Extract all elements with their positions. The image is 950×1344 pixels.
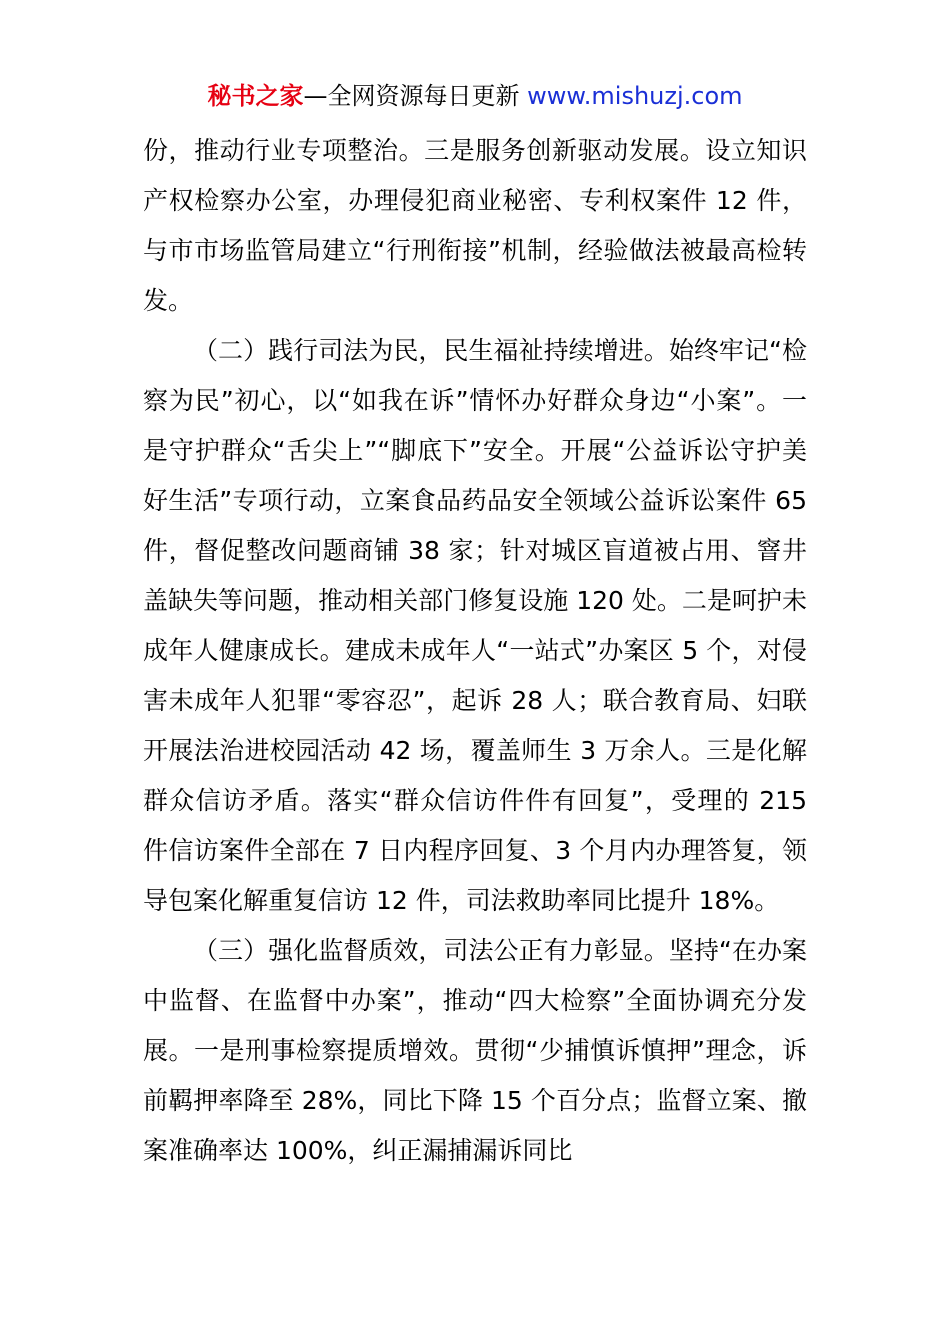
paragraph-section-three: （三）强化监督质效，司法公正有力彰显。坚持“在办案中监督、在监督中办案”，推动“四大检察”全面协调充分发展。一是刑事检察提质增效。贯彻“少捕慎诉慎押”理念，诉前羁押率降至 28%，同比下降 15 个百分点；监督立案、撤案准确率达 100%，纠正漏捕漏诉同比 xyxy=(143,936,807,1165)
document-body xyxy=(143,126,807,1176)
paragraph-section-two: （二）践行司法为民，民生福祉持续增进。始终牢记“检察为民”初心，以“如我在诉”情怀办好群众身边“小案”。一是守护群众“舌尖上”“脚底下”安全。开展“公益诉讼守护美好生活”专项行动，立案食品药品安全领域公益诉讼案件 65 件，督促整改问题商铺 38 家；针对城区盲道被占用、窨井盖缺失等问题，推动相关部门修复设施 120 处。二是呵护未成年人健康成长。建成未成年人“一站式”办案区 5 个，对侵害未成年人犯罪“零容忍”，起诉 28 人；联合教育局、妇联开展法治进校园活动 42 场，覆盖师生 3 万余人。三是化解群众信访矛盾。落实“群众信访件件有回复”，受理的 215 件信访案件全部在 7 日内程序回复、3 个月内办理答复，领导包案化解重复信访 12 件，司法救助率同比提升 18%。 xyxy=(143,336,807,915)
site-tagline: —全网资源每日更新 xyxy=(303,82,528,110)
site-url-link[interactable]: www.mishuzj.com xyxy=(527,82,743,110)
site-header xyxy=(0,80,950,112)
site-brand: 秘书之家 xyxy=(207,82,304,110)
paragraph-continued: 份，推动行业专项整治。三是服务创新驱动发展。设立知识产权检察办公室，办理侵犯商业秘密、专利权案件 12 件，与市市场监管局建立“行刑衔接”机制，经验做法被最高检转发。 xyxy=(143,136,807,315)
